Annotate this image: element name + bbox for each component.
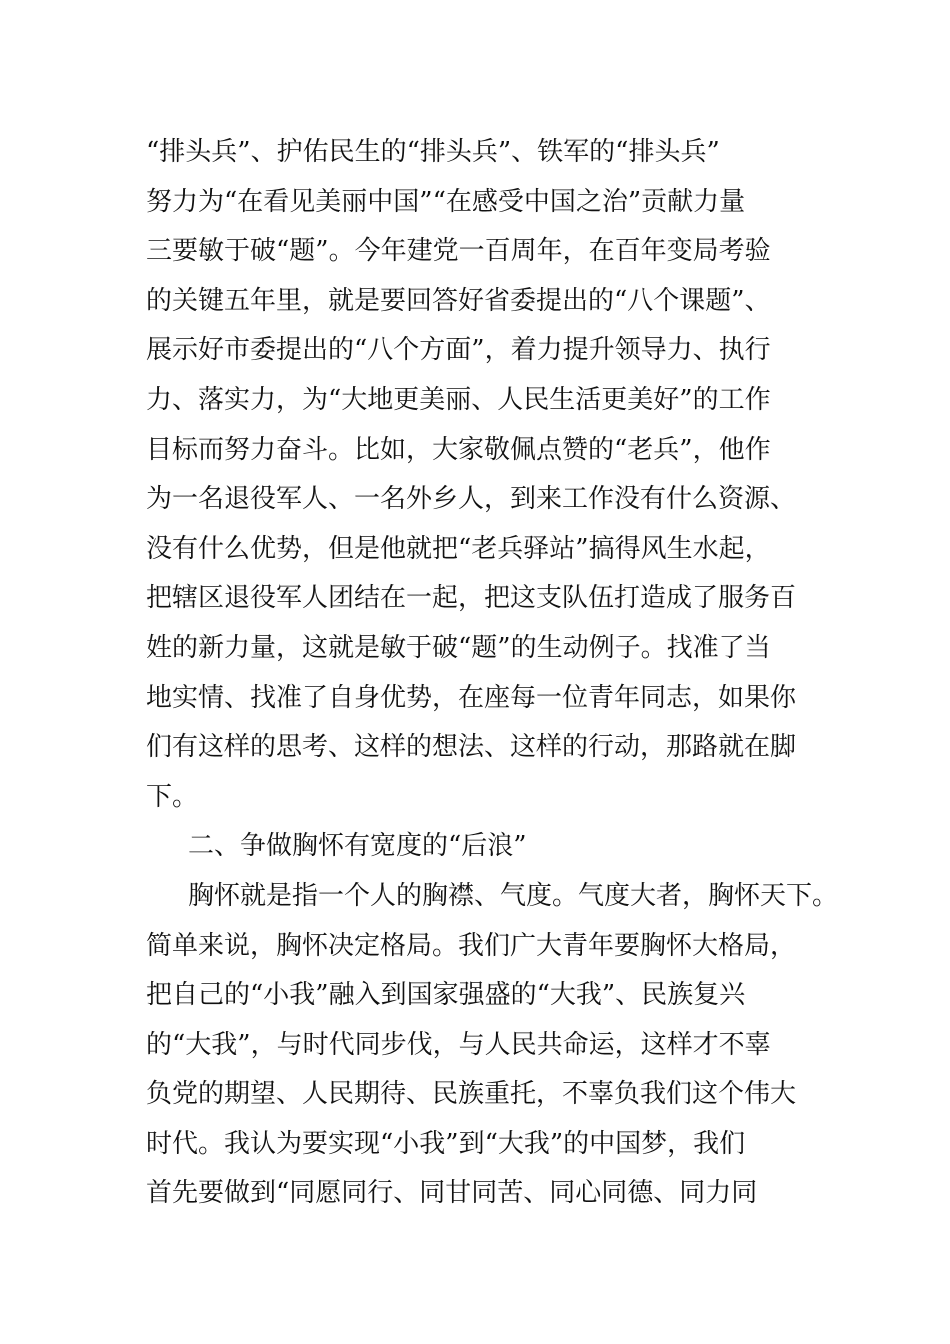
text-line: 展示好市委提出的“八个方面”，着力提升领导力、执行: [146, 335, 771, 366]
section-heading: 二、争做胸怀有宽度的“后浪”: [188, 831, 527, 862]
text-line: 首先要做到“同愿同行、同甘同苦、同心同德、同力同: [146, 1178, 758, 1209]
text-line: “排头兵”、护佑民生的“排头兵”、铁军的“排头兵”: [146, 137, 720, 167]
body-text: [146, 128, 846, 1219]
text-line: 们有这样的思考、这样的想法、这样的行动，那路就在脚: [146, 732, 797, 763]
text-line: 胸怀就是指一个人的胸襟、气度。气度大者，胸怀天下。: [188, 880, 839, 911]
text-line: 为一名退役军人、一名外乡人，到来工作没有什么资源、: [146, 484, 797, 515]
text-line: 负党的期望、人民期待、民族重托，不辜负我们这个伟大: [146, 1079, 797, 1110]
text-line: 简单来说，胸怀决定格局。我们广大青年要胸怀大格局，: [146, 930, 797, 961]
text-line: 力、落实力，为“大地更美丽、人民生活更美好”的工作: [146, 384, 771, 415]
text-line: 的关键五年里，就是要回答好省委提出的“八个课题”、: [146, 285, 771, 316]
text-line: 目标而努力奋斗。比如，大家敬佩点赞的“老兵”，他作: [146, 434, 771, 465]
text-line: 把辖区退役军人团结在一起，把这支队伍打造成了服务百: [146, 583, 797, 614]
text-line: 姓的新力量，这就是敏于破“题”的生动例子。找准了当: [146, 632, 771, 663]
text-line: 下。: [146, 781, 199, 812]
text-line: 把自己的“小我”融入到国家强盛的“大我”、民族复兴: [146, 980, 746, 1011]
text-line: 没有什么优势，但是他就把“老兵驿站”搞得风生水起，: [146, 533, 771, 564]
text-line: 地实情、找准了自身优势，在座每一位青年同志，如果你: [146, 682, 797, 713]
text-line: 三要敏于破“题”。今年建党一百周年，在百年变局考验: [146, 236, 771, 267]
text-line: 的“大我”，与时代同步伐，与人民共命运，这样才不辜: [146, 1029, 771, 1060]
text-line: 时代。我认为要实现“小我”到“大我”的中国梦，我们: [146, 1128, 746, 1159]
text-line: 努力为“在看见美丽中国”“在感受中国之治”贡献力量: [146, 186, 746, 217]
